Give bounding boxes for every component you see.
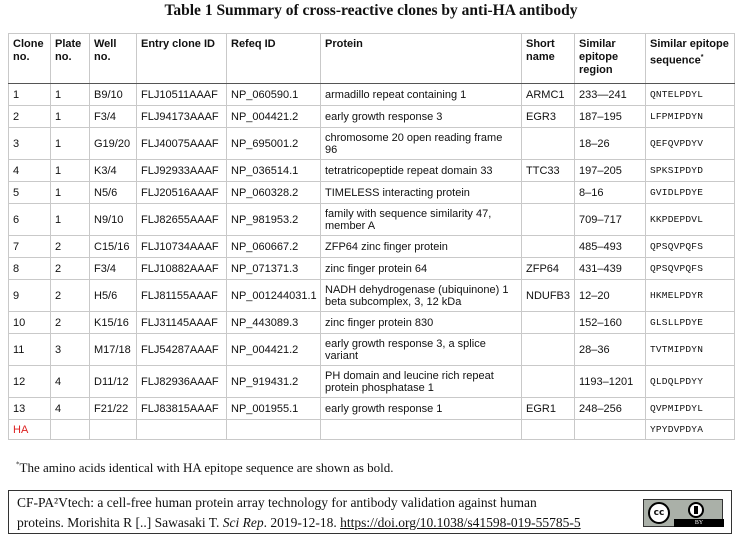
footnote-text: The amino acids identical with HA epitope sequence are shown as bold. xyxy=(19,460,394,475)
table-cell xyxy=(522,312,575,334)
table-cell: 3 xyxy=(9,128,51,160)
table-cell: 709–717 xyxy=(575,204,646,236)
table-cell: 431–439 xyxy=(575,258,646,280)
epitope-sequence-cell: KKPDEPDVL xyxy=(646,204,735,236)
table-header-row xyxy=(9,34,735,84)
table-cell: 1193–1201 xyxy=(575,366,646,398)
table-cell: EGR1 xyxy=(522,398,575,420)
epitope-sequence-cell: QLDQLPDYY xyxy=(646,366,735,398)
table-cell: 13 xyxy=(9,398,51,420)
table-cell: 187–195 xyxy=(575,106,646,128)
epitope-sequence-cell: QPSQVPQFS xyxy=(646,258,735,280)
table-cell: NDUFB3 xyxy=(522,280,575,312)
table-cell: C15/16 xyxy=(90,236,137,258)
table-cell: 8 xyxy=(9,258,51,280)
table-row xyxy=(9,312,735,334)
epitope-sequence-cell: HKMELPDYR xyxy=(646,280,735,312)
table-cell: NP_001955.1 xyxy=(227,398,321,420)
table-cell: 28–36 xyxy=(575,334,646,366)
epitope-sequence-cell: QEFQVPDYV xyxy=(646,128,735,160)
table-cell: FLJ10734AAAF xyxy=(137,236,227,258)
table-cell: zinc finger protein 830 xyxy=(321,312,522,334)
table-cell: NADH dehydrogenase (ubiquinone) 1 beta subcomplex, 3, 12 kDa xyxy=(321,280,522,312)
table-cell: N5/6 xyxy=(90,182,137,204)
footnote-marker: * xyxy=(16,460,20,469)
table-cell xyxy=(522,128,575,160)
attribution-icon xyxy=(688,502,704,518)
table-cell: EGR3 xyxy=(522,106,575,128)
table-cell: NP_060328.2 xyxy=(227,182,321,204)
table-cell xyxy=(575,420,646,440)
table-cell: G19/20 xyxy=(90,128,137,160)
table-cell: 12–20 xyxy=(575,280,646,312)
table-cell xyxy=(137,420,227,440)
epitope-sequence-cell: QPSQVPQFS xyxy=(646,236,735,258)
table-cell: 2 xyxy=(51,236,90,258)
citation-journal: Sci Rep xyxy=(222,515,264,530)
table-cell: ZFP64 zinc finger protein xyxy=(321,236,522,258)
column-header: Clone no. xyxy=(9,34,51,84)
table-cell: 248–256 xyxy=(575,398,646,420)
citation-box xyxy=(8,490,732,534)
table-cell xyxy=(522,366,575,398)
table-cell: armadillo repeat containing 1 xyxy=(321,84,522,106)
table-cell: 10 xyxy=(9,312,51,334)
table-cell: K15/16 xyxy=(90,312,137,334)
epitope-sequence-cell: TVTMIPDYN xyxy=(646,334,735,366)
table-cell: 1 xyxy=(51,106,90,128)
table-row xyxy=(9,128,735,160)
table-cell xyxy=(522,182,575,204)
table-row xyxy=(9,280,735,312)
table-cell: 1 xyxy=(51,128,90,160)
table-cell: 152–160 xyxy=(575,312,646,334)
table-cell: 18–26 xyxy=(575,128,646,160)
table-cell: chromosome 20 open reading frame 96 xyxy=(321,128,522,160)
table-cell xyxy=(51,420,90,440)
table-row xyxy=(9,106,735,128)
table-cell: FLJ10511AAAF xyxy=(137,84,227,106)
table-cell: 197–205 xyxy=(575,160,646,182)
epitope-sequence-cell: GVIDLPDYE xyxy=(646,182,735,204)
table-cell: 7 xyxy=(9,236,51,258)
table-cell: F3/4 xyxy=(90,106,137,128)
column-header: Short name xyxy=(522,34,575,84)
table-cell xyxy=(522,204,575,236)
table-cell: zinc finger protein 64 xyxy=(321,258,522,280)
table-cell: NP_919431.2 xyxy=(227,366,321,398)
table-cell: NP_071371.3 xyxy=(227,258,321,280)
table-cell: FLJ92933AAAF xyxy=(137,160,227,182)
table-cell: TTC33 xyxy=(522,160,575,182)
table-cell: 1 xyxy=(9,84,51,106)
table-cell: NP_036514.1 xyxy=(227,160,321,182)
table-cell: 4 xyxy=(51,398,90,420)
table-cell: D11/12 xyxy=(90,366,137,398)
table-cell: FLJ31145AAAF xyxy=(137,312,227,334)
epitope-sequence-cell: QNTELPDYL xyxy=(646,84,735,106)
table-cell: 5 xyxy=(9,182,51,204)
table-cell: FLJ40075AAAF xyxy=(137,128,227,160)
table-cell: 2 xyxy=(51,280,90,312)
column-header: Protein xyxy=(321,34,522,84)
table-cell: F21/22 xyxy=(90,398,137,420)
summary-table xyxy=(8,33,735,440)
table-cell: NP_060590.1 xyxy=(227,84,321,106)
table-cell: family with sequence similarity 47, member A xyxy=(321,204,522,236)
epitope-sequence-cell: GLSLLPDYE xyxy=(646,312,735,334)
table-cell xyxy=(522,236,575,258)
column-header: Plate no. xyxy=(51,34,90,84)
table-cell: FLJ94173AAAF xyxy=(137,106,227,128)
table-cell: 1 xyxy=(51,160,90,182)
table-cell: NP_001244031.1 xyxy=(227,280,321,312)
table-row xyxy=(9,398,735,420)
table-row xyxy=(9,182,735,204)
epitope-sequence-cell: LFPMIPDYN xyxy=(646,106,735,128)
column-header: Entry clone ID xyxy=(137,34,227,84)
doi-link[interactable]: https://doi.org/10.1038/s41598-019-55785-5 xyxy=(340,515,581,530)
table-cell: M17/18 xyxy=(90,334,137,366)
table-cell: PH domain and leucine rich repeat protein phosphatase 1 xyxy=(321,366,522,398)
table-cell: 12 xyxy=(9,366,51,398)
table-row xyxy=(9,334,735,366)
table-cell xyxy=(321,420,522,440)
table-cell: H5/6 xyxy=(90,280,137,312)
table-row xyxy=(9,160,735,182)
table-cell: 1 xyxy=(51,182,90,204)
table-cell: early growth response 3 xyxy=(321,106,522,128)
table-cell: K3/4 xyxy=(90,160,137,182)
cc-by-license-icon[interactable] xyxy=(643,499,723,527)
by-label-icon: BY xyxy=(674,519,724,527)
table-cell: N9/10 xyxy=(90,204,137,236)
table-cell: 2 xyxy=(9,106,51,128)
table-cell xyxy=(90,420,137,440)
table-cell: ARMC1 xyxy=(522,84,575,106)
table-cell: FLJ81155AAAF xyxy=(137,280,227,312)
table-row xyxy=(9,204,735,236)
table-cell: 8–16 xyxy=(575,182,646,204)
epitope-sequence-cell: QVPMIPDYL xyxy=(646,398,735,420)
column-header: Similar epitope region xyxy=(575,34,646,84)
table-cell: FLJ82936AAAF xyxy=(137,366,227,398)
table-cell: ZFP64 xyxy=(522,258,575,280)
table-cell: early growth response 3, a splice variant xyxy=(321,334,522,366)
table-cell: 11 xyxy=(9,334,51,366)
table-cell: 6 xyxy=(9,204,51,236)
epitope-sequence-cell: YPYDVPDYA xyxy=(646,420,735,440)
table-cell: 485–493 xyxy=(575,236,646,258)
table-cell: FLJ83815AAAF xyxy=(137,398,227,420)
table-cell xyxy=(522,420,575,440)
column-header: Similar epitope sequence* xyxy=(646,34,735,84)
table-cell: NP_981953.2 xyxy=(227,204,321,236)
table-body xyxy=(9,84,735,440)
table-cell: 2 xyxy=(51,258,90,280)
footnote-marker: * xyxy=(700,54,704,61)
table-cell: NP_060667.2 xyxy=(227,236,321,258)
table-cell: FLJ54287AAAF xyxy=(137,334,227,366)
table-title: Table 1 Summary of cross-reactive clones by anti-HA antibody xyxy=(164,2,578,19)
table-cell: 2 xyxy=(51,312,90,334)
column-header: Well no. xyxy=(90,34,137,84)
footnote xyxy=(16,460,394,476)
citation-reference xyxy=(17,513,731,533)
table-cell: 233—241 xyxy=(575,84,646,106)
table-cell: 4 xyxy=(9,160,51,182)
citation-authors: proteins. Morishita R [..] Sawasaki T. xyxy=(17,515,223,530)
table-cell: FLJ10882AAAF xyxy=(137,258,227,280)
table-cell: 1 xyxy=(51,204,90,236)
table-cell: 1 xyxy=(51,84,90,106)
table-cell xyxy=(227,420,321,440)
table-row xyxy=(9,258,735,280)
table-cell: 3 xyxy=(51,334,90,366)
table-row xyxy=(9,420,735,440)
table-cell: 4 xyxy=(51,366,90,398)
epitope-sequence-cell: SPKSIPDYD xyxy=(646,160,735,182)
citation-date: . 2019-12-18. xyxy=(263,515,341,530)
table-cell: NP_004421.2 xyxy=(227,334,321,366)
table-cell: FLJ82655AAAF xyxy=(137,204,227,236)
citation-title: CF-PA²Vtech: a cell-free human protein array technology for antibody validation against human xyxy=(17,495,537,510)
table-cell xyxy=(522,334,575,366)
table-row xyxy=(9,236,735,258)
table-cell: NP_695001.2 xyxy=(227,128,321,160)
table-cell: HA xyxy=(9,420,51,440)
table-cell: F3/4 xyxy=(90,258,137,280)
table-row xyxy=(9,366,735,398)
column-header: Refeq ID xyxy=(227,34,321,84)
table-cell: tetratricopeptide repeat domain 33 xyxy=(321,160,522,182)
table-cell: 9 xyxy=(9,280,51,312)
table-cell: B9/10 xyxy=(90,84,137,106)
creative-commons-icon: cc xyxy=(648,502,670,524)
table-cell: early growth response 1 xyxy=(321,398,522,420)
table-cell: NP_443089.3 xyxy=(227,312,321,334)
table-cell: FLJ20516AAAF xyxy=(137,182,227,204)
table-cell: TIMELESS interacting protein xyxy=(321,182,522,204)
table-cell: NP_004421.2 xyxy=(227,106,321,128)
table-row xyxy=(9,84,735,106)
